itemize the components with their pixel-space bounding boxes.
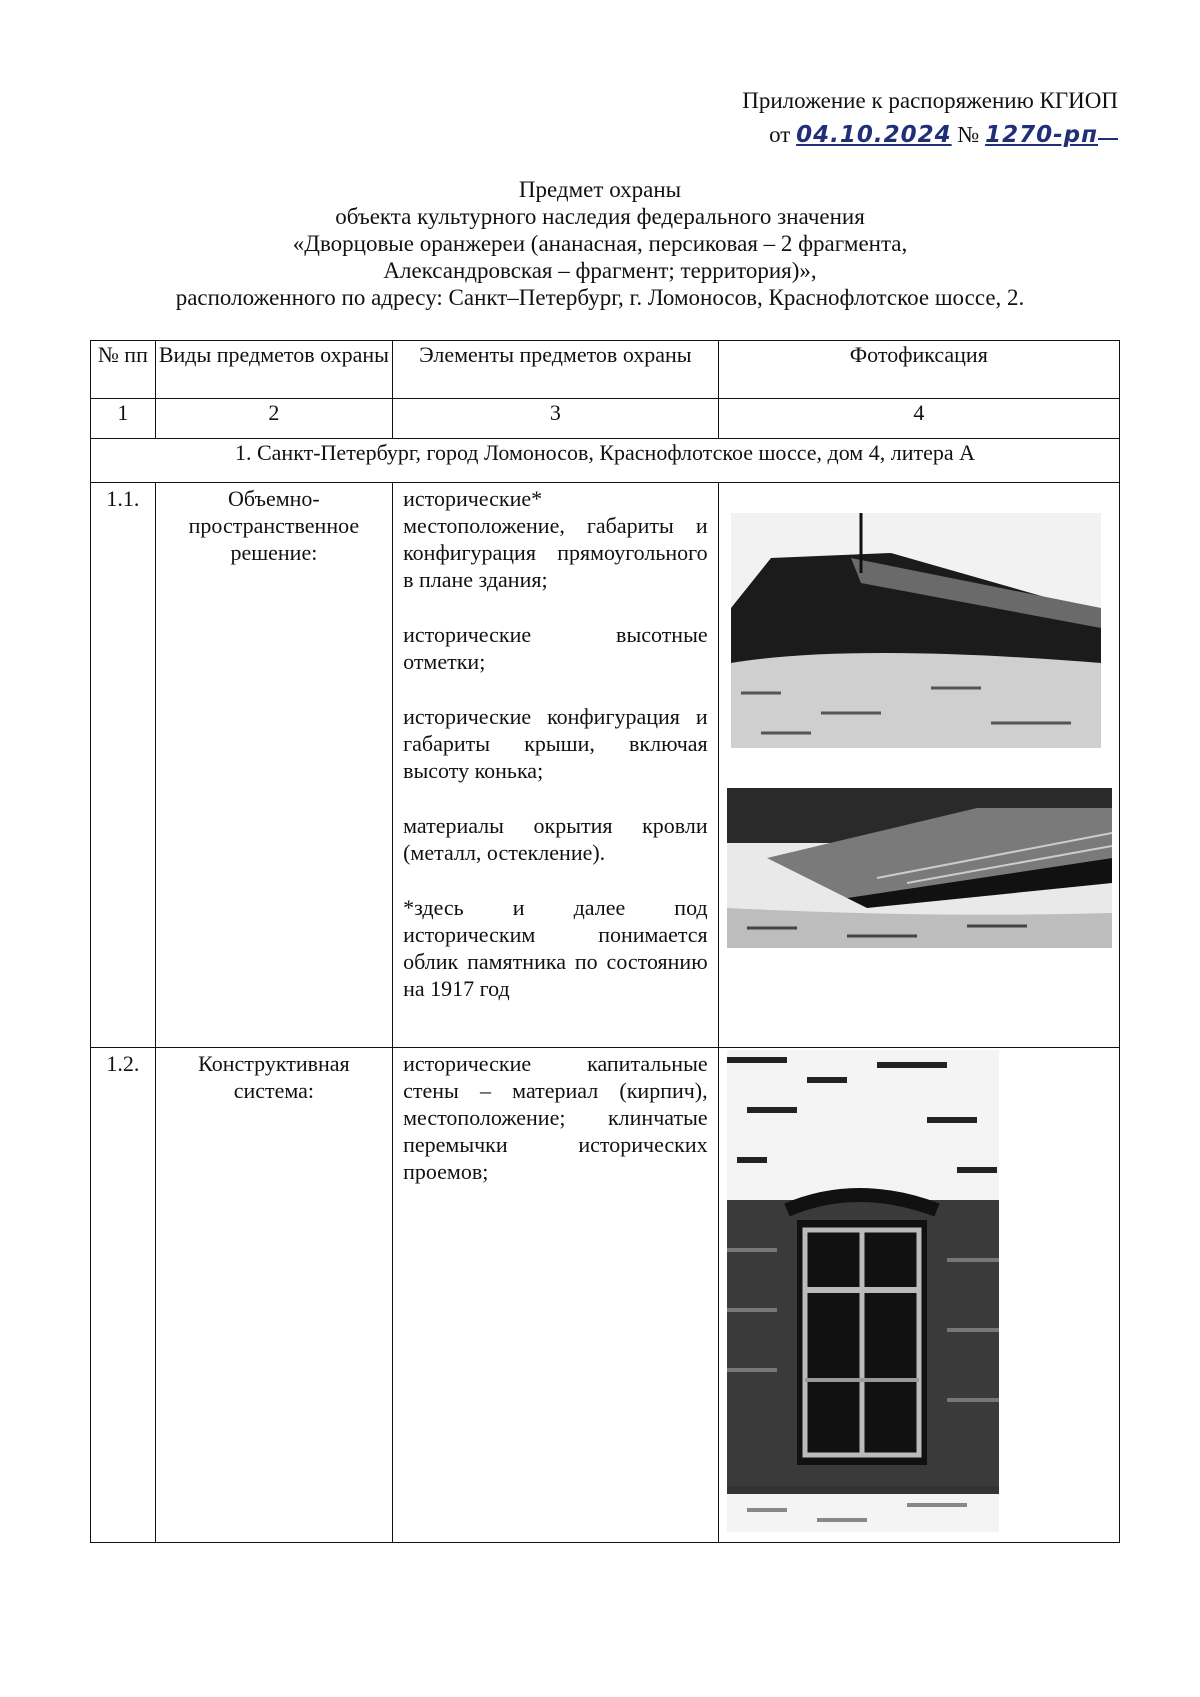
- section-row: [91, 439, 1120, 483]
- footnote: *здесь и далее под историческим понимается облик памятника по состоянию на 1917 год: [403, 895, 708, 1001]
- header-number: № пп: [91, 341, 156, 399]
- annex-title: Приложение к распоряжению КГИОП: [742, 88, 1118, 113]
- element-item: исторические* местоположение, габариты и конфигурация прямоугольного в плане здания;: [403, 486, 708, 592]
- order-number: 1270-рп: [985, 122, 1098, 148]
- photo-cell: [718, 1048, 1119, 1543]
- element-item: исторические высотные отметки;: [403, 622, 708, 674]
- ref-prefix: от: [769, 122, 791, 147]
- header-kind: Виды предметов охраны: [155, 341, 392, 399]
- section-title: 1. Санкт-Петербург, город Ломоносов, Краснофлотское шоссе, дом 4, литера А: [91, 439, 1120, 483]
- row-number: 1.2.: [91, 1048, 156, 1543]
- column-number-row: [91, 399, 1120, 439]
- heading-line-2: объекта культурного наследия федерального значения: [335, 204, 865, 229]
- heading-line-3: «Дворцовые оранжереи (ананасная, персиковая – 2 фрагмента,: [292, 231, 908, 256]
- heading-line-4: Александровская – фрагмент; территория)»,: [383, 258, 817, 283]
- row-kind: Объемно-пространственное решение:: [155, 483, 392, 1048]
- order-reference: [742, 118, 1118, 152]
- table-row: [91, 483, 1120, 1048]
- row-number: 1.1.: [91, 483, 156, 1048]
- header-photo: Фотофиксация: [718, 341, 1119, 399]
- protection-table: [90, 340, 1120, 1543]
- greenhouse-photo-1: [731, 513, 1101, 748]
- column-number-1: 1: [91, 399, 156, 439]
- row-elements: [393, 1048, 719, 1543]
- column-number-4: 4: [718, 399, 1119, 439]
- row-elements: [393, 483, 719, 1048]
- greenhouse-photo-2: [727, 788, 1112, 948]
- element-item: исторические капитальные стены – материал (кирпич), местоположение; клинчатые перемычки исторических проемов;: [403, 1051, 708, 1184]
- table-header-row: [91, 341, 1120, 399]
- ref-no-label: №: [957, 122, 980, 147]
- underline-tail: [1098, 138, 1118, 140]
- header-elements: Элементы предметов охраны: [393, 341, 719, 399]
- element-item: исторические конфигурация и габариты крыши, включая высоту конька;: [403, 704, 708, 783]
- table-row: [91, 1048, 1120, 1543]
- column-number-3: 3: [393, 399, 719, 439]
- brick-window-photo: [727, 1050, 999, 1532]
- row-kind: Конструктивная система:: [155, 1048, 392, 1543]
- heading-line-1: Предмет охраны: [518, 177, 682, 202]
- annex-header: [742, 84, 1118, 152]
- photo-cell: [718, 483, 1119, 1048]
- order-date: 04.10.2024: [796, 122, 952, 148]
- document-heading: [100, 176, 1100, 311]
- column-number-2: 2: [155, 399, 392, 439]
- heading-line-5: расположенного по адресу: Санкт–Петербург, г. Ломоносов, Краснофлотское шоссе, 2.: [175, 285, 1025, 310]
- element-item: материалы окрытия кровли (металл, остекление).: [403, 813, 708, 865]
